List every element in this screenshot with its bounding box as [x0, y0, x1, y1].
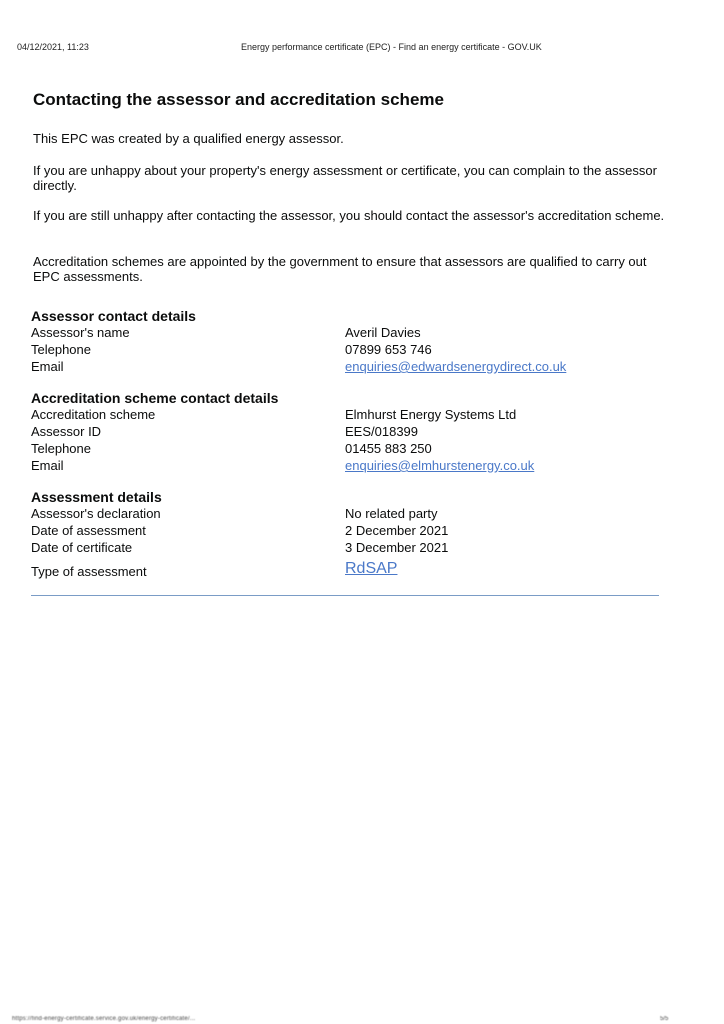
assessor-email-row	[31, 359, 671, 376]
accreditation-section-title: Accreditation scheme contact details	[31, 390, 279, 406]
value: 01455 883 250	[345, 441, 432, 456]
value: Averil Davies	[345, 325, 421, 340]
assessor-telephone-row	[31, 342, 671, 359]
date-of-certificate-row	[31, 540, 671, 557]
value: 3 December 2021	[345, 540, 449, 555]
accreditation-telephone-row	[31, 441, 671, 458]
label: Assessor's name	[31, 325, 130, 340]
print-footer-url: https://find-energy-certificate.service.gov.uk/energy-certificate/...	[12, 1016, 196, 1022]
label: Assessor's declaration	[31, 506, 161, 521]
accreditation-scheme-row	[31, 407, 671, 424]
value: 2 December 2021	[345, 523, 449, 538]
rdsap-link[interactable]: RdSAP	[345, 560, 398, 577]
date-of-assessment-row	[31, 523, 671, 540]
print-footer-page: 5/5	[660, 1016, 669, 1022]
page-heading: Contacting the assessor and accreditation scheme	[33, 90, 444, 109]
value: 07899 653 746	[345, 342, 432, 357]
paragraph-complain: If you are unhappy about your property's energy assessment or certificate, you can complain to the assessor directly.	[33, 163, 657, 193]
label: Accreditation scheme	[31, 407, 156, 422]
value: No related party	[345, 506, 438, 521]
section-divider	[31, 595, 659, 596]
paragraph-accreditation: If you are still unhappy after contacting the assessor, you should contact the assessor's accreditation scheme.	[33, 208, 665, 223]
paragraph-schemes: Accreditation schemes are appointed by the government to ensure that assessors are qualified to carry out EPC assessments.	[33, 254, 647, 284]
label: Telephone	[31, 441, 91, 456]
accreditation-email-link[interactable]: enquiries@elmhurstenergy.co.uk	[345, 458, 535, 473]
value: EES/018399	[345, 424, 419, 439]
label: Email	[31, 359, 64, 374]
label: Date of certificate	[31, 540, 133, 555]
label: Date of assessment	[31, 523, 146, 538]
print-header-title: Energy performance certificate (EPC) - Find an energy certificate - GOV.UK	[241, 42, 542, 52]
assessor-name-row	[31, 325, 671, 342]
label: Telephone	[31, 342, 91, 357]
accreditation-email-row	[31, 458, 671, 475]
assessor-email-link[interactable]: enquiries@edwardsenergydirect.co.uk	[345, 359, 567, 374]
value: Elmhurst Energy Systems Ltd	[345, 407, 517, 422]
print-header-datetime: 04/12/2021, 11:23	[17, 42, 89, 52]
assessor-id-row	[31, 424, 671, 441]
type-of-assessment-row	[31, 560, 671, 582]
declaration-row	[31, 506, 671, 523]
label: Type of assessment	[31, 564, 147, 579]
assessment-section-title: Assessment details	[31, 489, 162, 505]
label: Email	[31, 458, 64, 473]
assessor-section-title: Assessor contact details	[31, 308, 196, 324]
label: Assessor ID	[31, 424, 102, 439]
paragraph-intro: This EPC was created by a qualified energy assessor.	[33, 131, 344, 146]
